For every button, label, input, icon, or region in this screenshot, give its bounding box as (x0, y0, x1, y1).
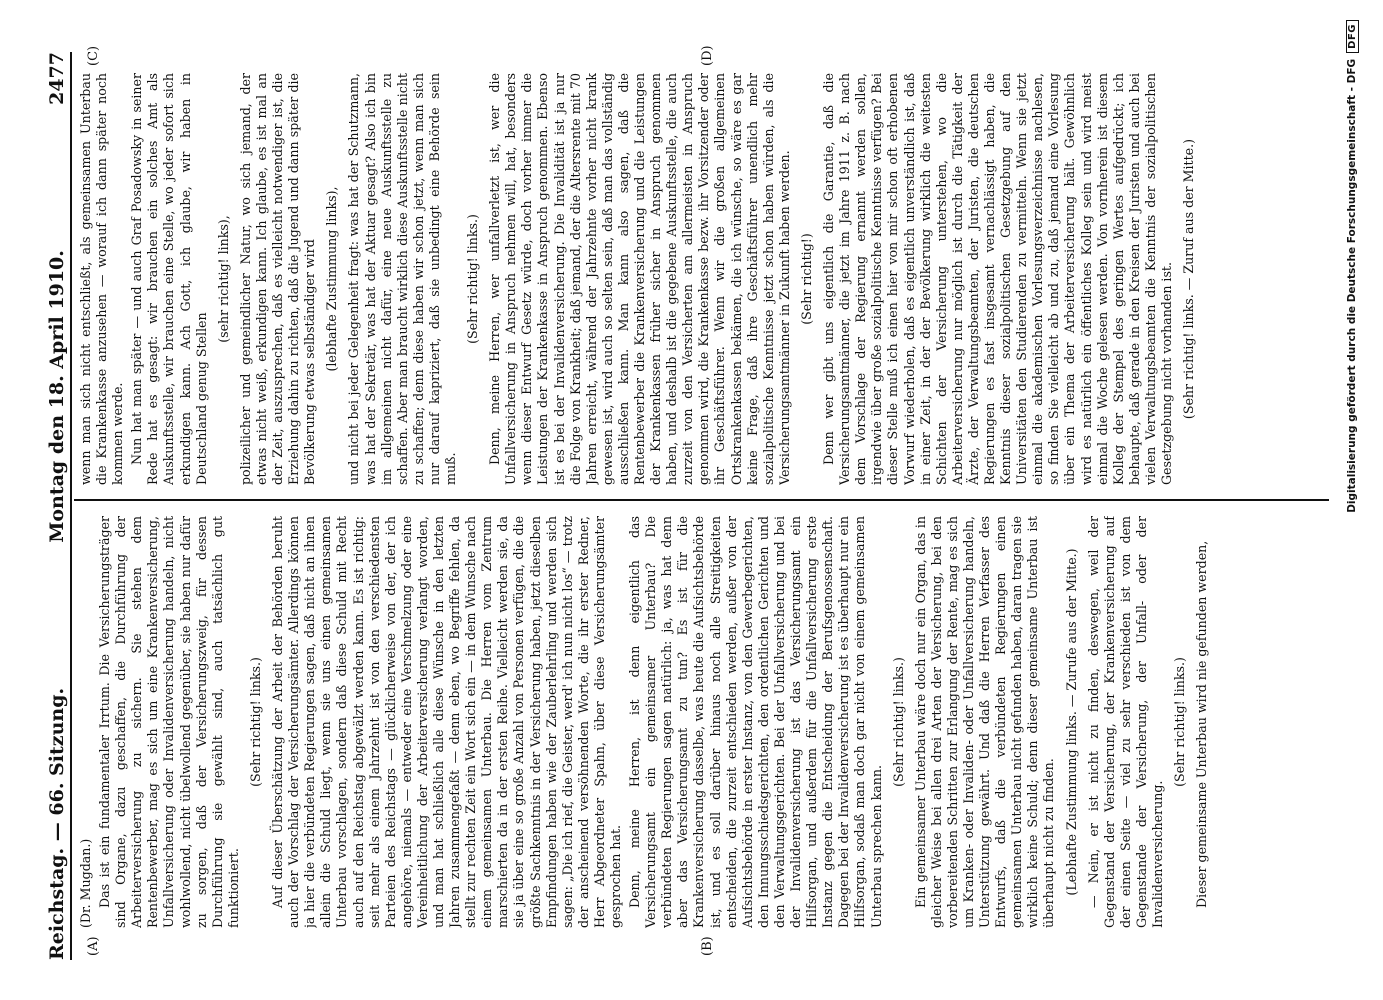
paragraph: wenn man sich nicht entschließt, als gemeinsamen Unterbau die Krankenkasse anzusehen — worauf ich dann später noch kommen werde. (78, 73, 126, 485)
header-session: Reichstag. — 66. Sitzung. (46, 687, 68, 960)
interjection: (Sehr richtig! links.) (1172, 657, 1188, 787)
paragraph: — Nein, er ist nicht zu finden, deswegen, weil der Gegenstand der Versicherung, der Krankenversicherung auf der einen Seite — viel zu sehr verschieden ist von dem Gegenstande der Versicherung, der Unfall- oder der Invalidenversicherung. (1085, 516, 1165, 928)
interjection: (Sehr richtig! links. — Zuruf aus der Mitte.) (1181, 138, 1197, 420)
margin-marker-c: (C) (86, 45, 101, 66)
credit-text: Digitalisierung gefördert durch die Deutsche Forschungsgemeinschaft - DFG (1346, 58, 1358, 513)
interjection: (Sehr richtig! links.) (890, 657, 906, 787)
interjection: (Sehr richtig! links.) (465, 214, 481, 344)
interjection: (Lebhafte Zustimmung links. — Zurufe aus der Mitte.) (1063, 548, 1079, 896)
header-date: Montag den 18. April 1910. (46, 250, 68, 543)
paragraph: Nun hat man später — und auch Graf Posadowsky in seiner Rede hat es gesagt: wir brauchen ein solches Amt als Auskunftsstelle, wir brauchen eine Stelle, wo jeder sofort sich erkundigen kann. Ach Gott, ich glaube, wir haben in Deutschland genug Stellen (129, 73, 209, 485)
margin-marker-b: (B) (700, 936, 715, 956)
left-column (78, 516, 1323, 928)
paragraph: (Dr. Mugdan.) (78, 838, 93, 928)
paragraph: Das ist ein fundamentaler Irrtum. Die Versicherungsträger sind Organe, dazu geschaffen, die Durchführung der Arbeiterversicherung zu sichern. Sie stehen dem Rentenbewerber, mag es sich um eine Krankenversicherung, Unfallversicherung oder Invalidenversicherung handeln, nicht wohlwollend, nicht übelwollend gegenüber, sie haben nur dafür zu sorgen, daß der Versicherungszweig, für dessen Durchführung sie gewählt sind, auch tatsächlich gut funktioniert. (97, 516, 241, 928)
paragraph: Denn, meine Herren, ist denn eigentlich das Versicherungsamt ein gemeinsamer Unterbau? Die verbündeten Regierungen sagen natürlich: ja, was hat denn aber das Versicherungsamt zu tun? Es ist für die Krankenversicherung dasselbe, was heute die Aufsichtsbehörde ist, und es soll darüber hinaus noch alle Streitigkeiten entscheiden, die zurzeit entschieden werden, außer von der Aufsichtsbehörde in erster Instanz, von den Gewerbegerichten, den Innungsschiedsgerichten, den ordentlichen Gerichten und den Verwaltungsgerichten. Bei der Unfallversicherung und bei der Invalidenversicherung ist das Versicherungsamt ein Hilfsorgan, und außerdem für die Unfallversicherung erste Instanz gegen die Entscheidung der Berufsgenossenschaft. Dagegen bei der Invalidenversicherung ist es überhaupt nur ein Hilfsorgan, sodaß man doch gar nicht von einem gemeinsamen Unterbau sprechen kann. (627, 516, 884, 928)
column-separator (74, 499, 1329, 501)
paragraph: und nicht bei jeder Gelegenheit fragt: was hat der Schutzmann, was hat der Sekretär, was hat der Aktuar gesagt? Also ich bin im allgemeinen nicht dafür, eine neue Auskunftsstelle zu schaffen. Aber man braucht wirklich diese Auskunftsstelle nicht zu schaffen; denn diese haben wir schon jetzt, wenn man sich nur darauf kapriziert, daß sie unbedingt eine Behörde sein muß. (346, 73, 458, 485)
page-header (40, 52, 68, 960)
margin-marker-d: (D) (700, 45, 715, 66)
interjection: (lebhafte Zustimmung links), (324, 186, 340, 372)
paragraph: Ein gemeinsamer Unterbau wäre doch nur ein Organ, das in gleicher Weise bei allen drei Arten der Versicherung, bei den vorbereitenden Schritten zur Erlangung der Rente, mag es sich um Kranken- oder Invaliden- oder Unfallversicherung handeln, Unterstützung gewährt. Und daß die Herren Verfasser des Entwurfs, daß die verbündeten Regierungen einen gemeinsamen Unterbau nicht gefunden haben, daran tragen sie wirklich keine Schuld; denn dieser gemeinsame Unterbau ist überhaupt nicht zu finden. (912, 516, 1057, 928)
header-page-number: 2477 (46, 52, 68, 105)
interjection: (Sehr richtig!) (798, 233, 814, 325)
interjection: (Sehr richtig! links.) (247, 657, 263, 787)
paragraph: Dieser gemeinsame Unterbau wird nie gefunden werden, (1194, 540, 1210, 908)
right-column (78, 73, 1323, 485)
margin-marker-a: (A) (86, 936, 101, 956)
interjection: (sehr richtig! links), (215, 215, 231, 343)
paragraph: Denn, meine Herren, wer unfallverletzt ist, wer die Unfallversicherung in Anspruch nehmen will, hat, besonders wenn dieser Entwurf Gesetz würde, doch vorher immer die Leistungen der Krankenkasse in Anspruch genommen. Ebenso ist es bei der Invalidenversicherung. Die Invalidität ist ja nur die Folge von Krankheit; daß jemand, der die Altersrente mit 70 Jahren erreicht, während der Jahrzehnte vorher nicht krank gewesen ist, wird auch so selten sein, daß man das vollständig ausschließen kann. Man kann also sagen, daß die Rentenbewerber die Krankenversicherung und die Leistungen der Krankenkassen früher sicher in Anspruch genommen haben, und deshalb ist die gegebene Auskunftsstelle, die auch zurzeit von den Versicherten am allermeisten in Anspruch genommen wird, die Krankenkasse bezw. ihr Vorsitzender oder ihr Geschäftsführer. Wenn wir die großen allgemeinen Ortskrankenkassen bekämen, die ich wünsche, so wäre es gar keine Frage, daß ihre Geschäftsführer unendlich mehr sozialpolitische Kenntnisse jetzt schon haben würden, als die Versicherungsamtmänner in Zukunft haben werden. (487, 73, 792, 485)
paragraph: polizeilicher und gemeindlicher Natur, wo sich jemand, der etwas nicht weiß, erkundigen kann. Ich glaube, es ist mal an der Zeit, auszusprechen, daß es vielleicht notwendiger ist, die Erziehung dahin zu richten, daß die Jugend und dann später die Bevölkerung etwas selbständiger wird (237, 73, 318, 485)
paragraph: Auf dieser Überschätzung der Arbeit der Behörden beruht auch der Vorschlag der Versicherungsämter. Allerdings können ja hier die verbündeten Regierungen sagen, daß nicht an ihnen allein die Schuld liegt, wenn sie uns einen gemeinsamen Unterbau vorschlagen, sondern daß diese Schuld mit Recht auch auf den Reichstag abgewälzt werden kann. Es ist richtig: seit mehr als einem Jahrzehnt ist von den verschiedensten Parteien des Reichstags — glücklicherweise von der, der ich angehöre, niemals — entweder eine Verschmelzung oder eine Vereinheitlichung der Arbeiterversicherung verlangt worden, und man hat schließlich alle diese Wünsche in den letzten Jahren zusammengefaßt — denn eben, wo Begriffe fehlen, da stellt zur rechten Zeit ein Wort sich ein — in dem Wunsche nach einem gemeinsamen Unterbau. Die Herren vom Zentrum marschierten da in der ersten Reihe. Vielleicht werden sie, da sie ja über eine so große Anzahl von Personen verfügen, die die größte Sachkenntnis in der Versicherung haben, jetzt dieselben Empfindungen haben wie der Zauberlehrling und werden sich sagen: „Die ich rief, die Geister, werd' ich nun nicht los“ — trotz der anscheinend versöhnenden Worte, die ihr erster Redner, Herr Abgeordneter Spahn, über diese Versicherungsämter gesprochen hat. (270, 516, 623, 928)
header-rule (70, 52, 72, 960)
digitization-credit (1340, 20, 1364, 980)
dfg-logo: DFG (1346, 20, 1359, 53)
paragraph: Denn wer gibt uns eigentlich die Garantie, daß die Versicherungsamtmänner, die jetzt im Jahre 1911 z. B. nach dem Vorschlage der Regierung ernannt werden sollen, irgendwie über große sozialpolitische Kenntnisse verfügen? Bei dieser Stelle muß ich einen hier von mir schon oft erhobenen Vorwurf wiederholen, daß es eigentlich unverständlich ist, daß in einer Zeit, in der der Bevölkerung wirklich die weitesten Schichten der Versicherung unterstehen, wo die Arbeiterversicherung nur möglich ist durch die Tätigkeit der Ärzte, der Verwaltungsbeamten, der Juristen, die deutschen Regierungen es fast insgesamt vernachlässigt haben, die Kenntnis dieser sozialpolitischen Gesetzgebung auf den Universitäten den Studierenden zu vermitteln. Wenn sie jetzt einmal die akademischen Vorlesungsverzeichnisse nachlesen, so finden Sie vielleicht ab und zu, daß jemand eine Vorlesung über ein Thema der Arbeiterversicherung hält. Gewöhnlich wird es natürlich ein öffentliches Kolleg sein und wird meist einmal die Woche gelesen werden. Von vornherein ist diesem Kolleg der Stempel des geringen Wertes aufgedrückt; ich behaupte, daß gerade in den Kreisen der Juristen und auch bei vielen Verwaltungsbeamten die Kenntnis der sozialpolitischen Gesetzgebung nicht vorhanden ist. (821, 73, 1174, 485)
